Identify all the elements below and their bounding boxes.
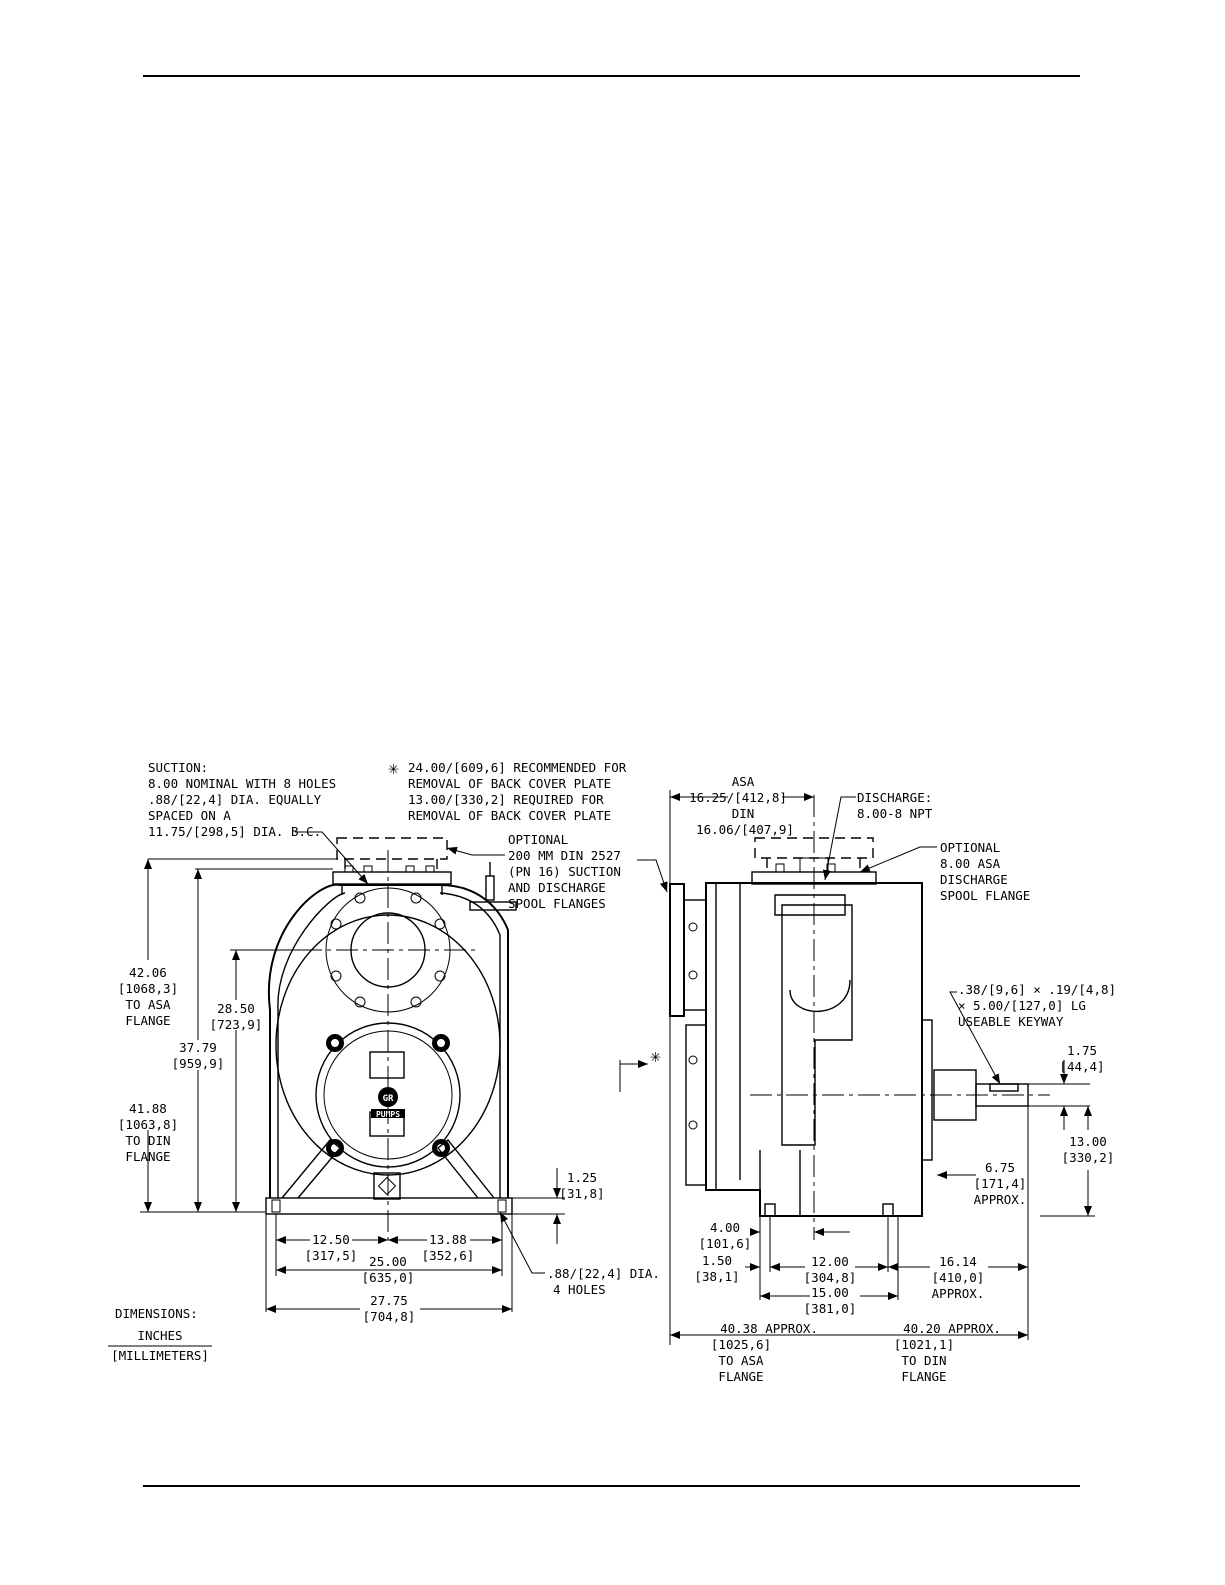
dim-41-88 [118, 1101, 178, 1164]
notes-suction [148, 760, 336, 839]
svg-text:13.88: 13.88 [429, 1232, 467, 1247]
svg-text:[101,6]: [101,6] [698, 1236, 752, 1251]
svg-text:37.79: 37.79 [179, 1040, 217, 1055]
dim-27-75 [363, 1293, 416, 1324]
dim-28-50 [210, 1001, 263, 1032]
svg-text:[352,6]: [352,6] [421, 1248, 475, 1263]
svg-text:OPTIONAL: OPTIONAL [940, 840, 1001, 855]
svg-text:[704,8]: [704,8] [362, 1309, 416, 1324]
svg-text:TO ASA: TO ASA [125, 997, 171, 1012]
svg-text:[959,9]: [959,9] [171, 1056, 225, 1071]
svg-text:15.00: 15.00 [811, 1285, 849, 1300]
svg-text:[304,8]: [304,8] [803, 1270, 857, 1285]
side-asterisk: ✳ [650, 1046, 661, 1067]
svg-text:16.06/[407,9]: 16.06/[407,9] [696, 822, 794, 837]
svg-text:.88/[22,4] DIA.: .88/[22,4] DIA. [547, 1266, 660, 1281]
dimensions-legend [108, 1306, 212, 1363]
svg-text:INCHES: INCHES [137, 1328, 183, 1343]
svg-text:× 5.00/[127,0] LG: × 5.00/[127,0] LG [958, 998, 1086, 1013]
svg-text:24.00/[609,6] RECOMMENDED FOR: 24.00/[609,6] RECOMMENDED FOR [408, 760, 627, 775]
dim-40-38 [711, 1321, 818, 1384]
side-dimensions [620, 790, 1098, 1345]
svg-text:FLANGE: FLANGE [901, 1369, 947, 1384]
svg-text:[38,1]: [38,1] [694, 1269, 740, 1284]
svg-text:AND DISCHARGE: AND DISCHARGE [508, 880, 606, 895]
svg-text:[44,4]: [44,4] [1059, 1059, 1105, 1074]
svg-text:1.25: 1.25 [566, 1170, 598, 1185]
svg-text:8.00 NOMINAL WITH 8 HOLES: 8.00 NOMINAL WITH 8 HOLES [148, 776, 337, 791]
dim-13-88 [422, 1232, 475, 1263]
svg-text:[330,2]: [330,2] [1061, 1150, 1115, 1165]
svg-text:28.50: 28.50 [217, 1001, 255, 1016]
svg-text:41.88: 41.88 [129, 1101, 167, 1116]
svg-text:[381,0]: [381,0] [803, 1301, 857, 1316]
svg-text:PUMPS: PUMPS [375, 1110, 401, 1119]
svg-text:[635,0]: [635,0] [361, 1270, 415, 1285]
svg-text:[MILLIMETERS]: [MILLIMETERS] [111, 1348, 209, 1363]
dim-25-00 [362, 1254, 415, 1285]
svg-text:SPOOL FLANGES: SPOOL FLANGES [508, 896, 606, 911]
svg-text:ASA: ASA [731, 774, 755, 789]
svg-text:27.75: 27.75 [370, 1293, 408, 1308]
svg-text:TO DIN: TO DIN [901, 1353, 947, 1368]
notes-back-cover [388, 758, 627, 823]
side-suction-flange [670, 884, 684, 1016]
svg-text:[1063,8]: [1063,8] [117, 1117, 179, 1132]
svg-text:8.00-8 NPT: 8.00-8 NPT [857, 806, 933, 821]
dim-6-75 [974, 1160, 1027, 1207]
base [266, 1198, 512, 1214]
svg-text:6.75: 6.75 [984, 1160, 1016, 1175]
svg-text:16.25/[412,8]: 16.25/[412,8] [689, 790, 787, 805]
dim-12-50 [305, 1232, 358, 1263]
svg-text:16.14: 16.14 [939, 1254, 977, 1269]
dim-12-00 [804, 1254, 857, 1285]
svg-text:13.00/[330,2] REQUIRED FOR: 13.00/[330,2] REQUIRED FOR [408, 792, 604, 807]
svg-text:.38/[9,6] × .19/[4,8]: .38/[9,6] × .19/[4,8] [958, 982, 1117, 997]
front-view [266, 838, 516, 1240]
optional-spool-flange-dashed [337, 838, 447, 859]
svg-text:11.75/[298,5] DIA. B.C.: 11.75/[298,5] DIA. B.C. [148, 824, 322, 839]
notes-asa-din [689, 774, 794, 837]
svg-text:SPOOL FLANGE: SPOOL FLANGE [940, 888, 1031, 903]
svg-text:(PN 16) SUCTION: (PN 16) SUCTION [508, 864, 621, 879]
svg-text:40.20 APPROX.: 40.20 APPROX. [903, 1321, 1001, 1336]
notes-holes [547, 1266, 660, 1297]
dim-13-00 [1062, 1134, 1115, 1165]
svg-text:[171,4]: [171,4] [973, 1176, 1027, 1191]
svg-text:TO DIN: TO DIN [125, 1133, 171, 1148]
svg-text:APPROX.: APPROX. [931, 1286, 985, 1301]
svg-text:OPTIONAL: OPTIONAL [508, 832, 569, 847]
notes-discharge [857, 790, 933, 821]
notes-keyway [958, 982, 1116, 1029]
svg-text:✳: ✳ [388, 758, 399, 779]
svg-text:DISCHARGE: DISCHARGE [940, 872, 1008, 887]
dim-1-75 [1059, 1043, 1104, 1074]
dim-1-25 [559, 1170, 604, 1201]
svg-text:1.75: 1.75 [1066, 1043, 1098, 1058]
dim-15-00 [804, 1285, 857, 1316]
svg-text:APPROX.: APPROX. [973, 1192, 1027, 1207]
svg-text:40.38 APPROX.: 40.38 APPROX. [720, 1321, 818, 1336]
svg-text:[317,5]: [317,5] [304, 1248, 358, 1263]
dim-40-20 [894, 1321, 1001, 1384]
svg-text:[1021,1]: [1021,1] [893, 1337, 955, 1352]
dim-42-06 [118, 965, 178, 1028]
svg-text:8.00 ASA: 8.00 ASA [940, 856, 1001, 871]
svg-text:.88/[22,4] DIA. EQUALLY: .88/[22,4] DIA. EQUALLY [148, 792, 322, 807]
svg-text:42.06: 42.06 [129, 965, 167, 980]
svg-text:DIN: DIN [731, 806, 755, 821]
svg-text:FLANGE: FLANGE [125, 1149, 171, 1164]
svg-text:FLANGE: FLANGE [125, 1013, 171, 1028]
svg-text:25.00: 25.00 [369, 1254, 407, 1269]
svg-text:200 MM DIN 2527: 200 MM DIN 2527 [508, 848, 621, 863]
svg-text:13.00: 13.00 [1069, 1134, 1107, 1149]
notes-optional-asa [940, 840, 1030, 903]
dim-16-14 [932, 1254, 985, 1301]
svg-text:4 HOLES: 4 HOLES [553, 1282, 606, 1297]
svg-text:TO ASA: TO ASA [718, 1353, 764, 1368]
svg-text:SUCTION:: SUCTION: [148, 760, 209, 775]
svg-text:SPACED ON A: SPACED ON A [148, 808, 231, 823]
svg-text:[1025,6]: [1025,6] [710, 1337, 772, 1352]
svg-text:[410,0]: [410,0] [931, 1270, 985, 1285]
dim-4-00 [699, 1220, 752, 1251]
svg-text:12.00: 12.00 [811, 1254, 849, 1269]
svg-text:[31,8]: [31,8] [559, 1186, 605, 1201]
svg-text:12.50: 12.50 [312, 1232, 350, 1247]
suction-flange [333, 872, 451, 884]
svg-text:GR: GR [382, 1094, 394, 1104]
dim-37-79 [172, 1040, 225, 1071]
svg-text:DISCHARGE:: DISCHARGE: [857, 790, 933, 805]
svg-text:DIMENSIONS:: DIMENSIONS: [115, 1306, 198, 1321]
svg-text:1.50: 1.50 [701, 1253, 733, 1268]
svg-text:FLANGE: FLANGE [718, 1369, 764, 1384]
svg-text:4.00: 4.00 [709, 1220, 741, 1235]
svg-text:REMOVAL OF BACK COVER PLATE: REMOVAL OF BACK COVER PLATE [408, 808, 612, 823]
svg-text:USEABLE KEYWAY: USEABLE KEYWAY [958, 1014, 1064, 1029]
svg-text:REMOVAL OF BACK COVER PLATE: REMOVAL OF BACK COVER PLATE [408, 776, 612, 791]
dim-1-50 [694, 1253, 739, 1284]
svg-text:[723,9]: [723,9] [209, 1017, 263, 1032]
notes-optional-din [508, 832, 621, 911]
svg-text:[1068,3]: [1068,3] [117, 981, 179, 996]
